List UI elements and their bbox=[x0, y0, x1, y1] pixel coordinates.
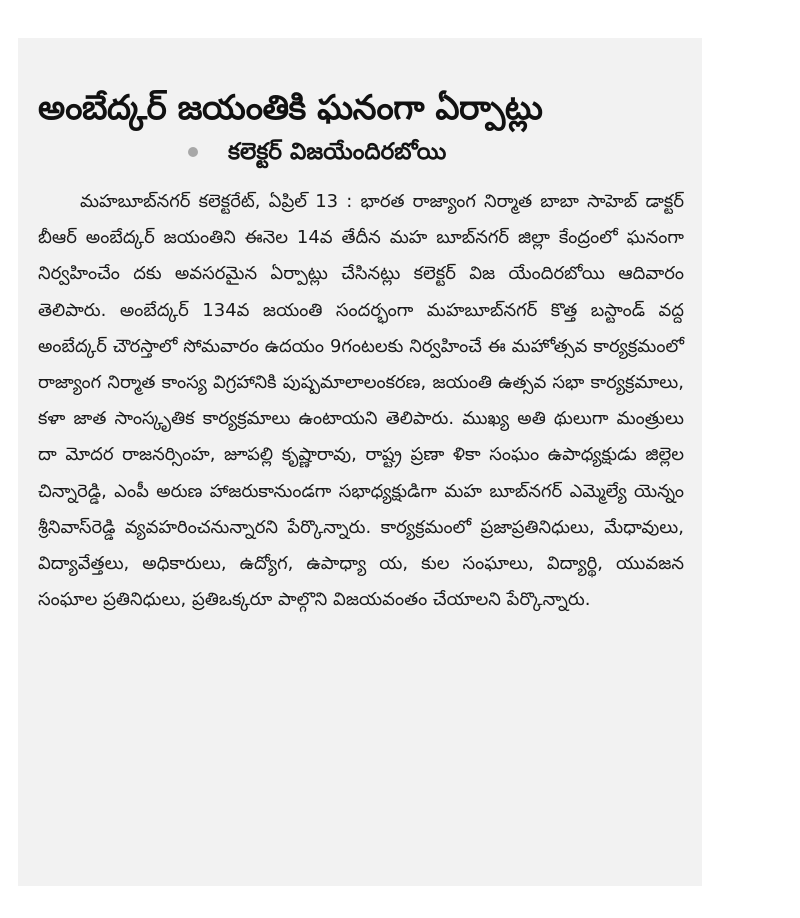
article-byline bbox=[188, 136, 684, 168]
bullet-icon bbox=[188, 147, 198, 157]
byline-text: కలెక్టర్ విజయేందిరబోయి bbox=[228, 139, 447, 165]
article-body: మహబూబ్‌నగర్ కలెక్టరేట్, ఏప్రిల్ 13 : భారత రాజ్యాంగ నిర్మాత బాబా సాహెబ్ డాక్టర్ బీఆర్ అంబేద్కర్ జయంతిని ఈనెల 14వ తేదీన మహ బూబ్‌నగర్ జిల్లా కేంద్రంలో ఘనంగా నిర్వహించేం దకు అవసరమైన ఏర్పాట్లు చేసినట్లు కలెక్టర్ విజ యేందిరబోయి ఆదివారం తెలిపారు. అంబేద్కర్ 134వ జయంతి సందర్భంగా మహబూబ్‌నగర్ కొత్త బస్టాండ్ వద్ద అంబేద్కర్ చౌరస్తాలో సోమవారం ఉదయం 9గంటలకు నిర్వహించే ఈ మహోత్సవ కార్యక్రమంలో రాజ్యాంగ నిర్మాత కాంస్య విగ్రహానికి పుష్పమాలాలంకరణ, జయంతి ఉత్సవ సభా కార్యక్రమాలు, కళా జాత సాంస్కృతిక కార్యక్రమాలు ఉంటాయని తెలిపారు. ముఖ్య అతి థులుగా మంత్రులు దా మోదర రాజనర్సింహ, జూపల్లి కృష్ణారావు, రాష్ట్ర ప్రణా ళికా సంఘం ఉపాధ్యక్షుడు జిల్లెల చిన్నారెడ్డి, ఎంపీ అరుణ హాజరుకానుండగా సభాధ్యక్షుడిగా మహ బూబ్‌నగర్ ఎమ్మెల్యే యెన్నం శ్రీనివాస్‌రెడ్డి వ్యవహరించనున్నారని పేర్కొన్నారు. కార్యక్రమంలో ప్రజాప్రతినిధులు, మేధావులు, విద్యావేత్తలు, అధికారులు, ఉద్యోగ, ఉపాధ్యా య, కుల సంఘాలు, విద్యార్థి, యువజన సంఘాల ప్రతినిధులు, ప్రతిఒక్కరూ పాల్గొని విజయవంతం చేయాలని పేర్కొన్నారు. bbox=[38, 191, 684, 611]
newspaper-clipping bbox=[18, 38, 702, 886]
article-headline: అంబేద్కర్ జయంతికి ఘనంగా ఏర్పాట్లు bbox=[38, 88, 543, 128]
